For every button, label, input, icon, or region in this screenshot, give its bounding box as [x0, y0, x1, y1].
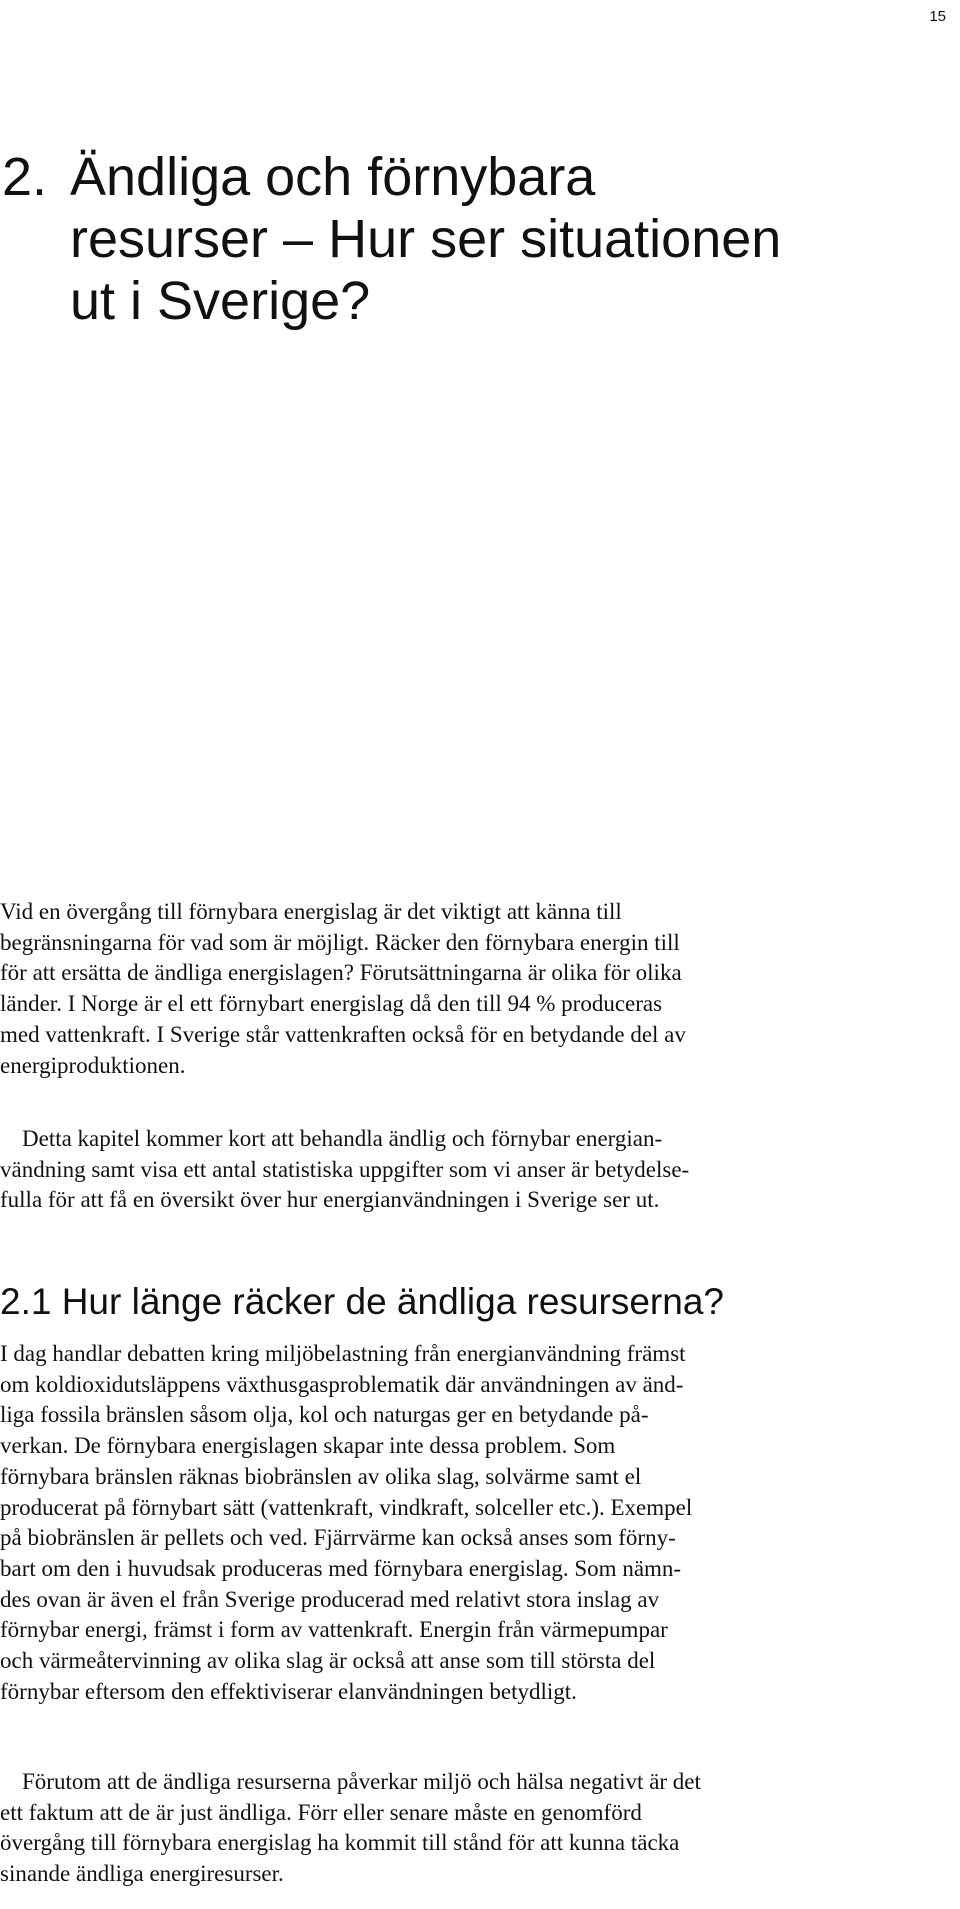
- text-line: bart om den i huvudsak produceras med förnybara energislag. Som nämn-: [0, 1555, 682, 1581]
- text-line: des ovan är även el från Sverige producerad med relativt stora inslag av: [0, 1586, 660, 1612]
- text-line: på biobränslen är pellets och ved. Fjärrvärme kan också anses som förny-: [0, 1525, 676, 1551]
- text-line: sinande ändliga energiresurser.: [0, 1861, 284, 1887]
- text-line: fulla för att få en översikt över hur energianvändningen i Sverige ser ut.: [0, 1187, 660, 1213]
- section-paragraph: [0, 1339, 930, 1707]
- text-line: Förutom att de ändliga resurserna påverkar miljö och hälsa negativt är det: [22, 1769, 701, 1794]
- text-line: energiproduktionen.: [0, 1052, 186, 1078]
- chapter-title-line: resurser – Hur ser situationen: [70, 209, 782, 269]
- text-line: för att ersätta de ändliga energislagen? Förutsättningarna är olika för olika: [0, 960, 682, 986]
- text-line: I dag handlar debatten kring miljöbelastning från energianvändning främst: [0, 1341, 686, 1366]
- chapter-number: 2.: [2, 147, 48, 207]
- section-heading: 2.1 Hur länge räcker de ändliga resurserna?: [0, 1281, 724, 1322]
- text-line: övergång till förnybara energislag ha kommit till stånd för att kunna täcka: [0, 1830, 680, 1856]
- text-line: förnybar energi, främst i form av vattenkraft. Energin från värmepumpar: [0, 1617, 668, 1643]
- chapter-title-text: Ändliga och förnybara: [70, 147, 596, 207]
- chapter-title: [0, 146, 900, 332]
- text-line: begränsningarna för vad som är möjligt. Räcker den förnybara energin till: [0, 929, 680, 955]
- intro-paragraph: [0, 897, 930, 1081]
- intro-paragraph: [0, 1124, 930, 1216]
- text-line: producerat på förnybart sätt (vattenkraft, vindkraft, solceller etc.). Exempel: [0, 1494, 693, 1520]
- text-line: Detta kapitel kommer kort att behandla ändlig och förnybar energian-: [22, 1126, 663, 1151]
- text-line: förnybara bränslen räknas biobränslen av olika slag, solvärme samt el: [0, 1463, 642, 1489]
- text-line: om koldioxidutsläppens växthusgasproblematik där användningen av änd-: [0, 1371, 684, 1397]
- text-line: ett faktum att de är just ändliga. Förr eller senare måste en genomförd: [0, 1799, 642, 1825]
- section-paragraph: [0, 1767, 930, 1890]
- text-line: Vid en övergång till förnybara energislag är det viktigt att känna till: [0, 899, 622, 924]
- chapter-title-line: ut i Sverige?: [70, 271, 371, 331]
- text-line: vändning samt visa ett antal statistiska uppgifter som vi anser är betydelse-: [0, 1156, 690, 1182]
- text-line: verkan. De förnybara energislagen skapar inte dessa problem. Som: [0, 1433, 616, 1459]
- text-line: förnybar eftersom den effektiviserar elanvändningen betydligt.: [0, 1678, 577, 1704]
- text-line: liga fossila bränslen såsom olja, kol och naturgas ger en betydande på-: [0, 1402, 649, 1428]
- chapter-title-line: [0, 146, 900, 208]
- text-line: länder. I Norge är el ett förnybart energislag då den till 94 % produceras: [0, 991, 663, 1017]
- text-line: och värmeåtervinning av olika slag är också att anse som till största del: [0, 1648, 656, 1674]
- page-number: 15: [929, 8, 946, 25]
- text-line: med vattenkraft. I Sverige står vattenkraften också för en betydande del av: [0, 1021, 686, 1047]
